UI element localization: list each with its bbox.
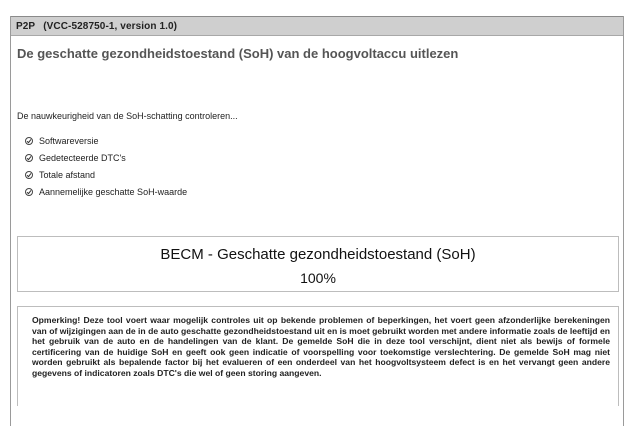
page-title: De geschatte gezondheidstoestand (SoH) van de hoogvoltaccu uitlezen <box>17 46 459 61</box>
app-name: P2P <box>16 20 36 32</box>
p2p-window <box>10 16 624 426</box>
check-item-label: Totale afstand <box>39 169 96 180</box>
check-circle-icon <box>25 137 33 145</box>
soh-result-title: BECM - Geschatte gezondheidstoestand (SoH) <box>160 246 476 263</box>
check-item-dtcs <box>25 149 623 166</box>
check-circle-icon <box>25 171 33 179</box>
remark-text: Deze tool voert waar mogelijk controles uit op bekende problemen of beperkingen, het voert geen afzonderlijke berekeningen van of wijzigingen aan de in de auto geschatte gezondheidstoestand uit en is moet gebruikt worden met andere informatie zoals de leeftijd en het gebruik van de auto en de handelingen van de klant. De gemelde SoH die in deze tool verschijnt, dient niet als bewijs of formele certificering van de huidige SoH en geeft ook geen indicatie of voorspelling voor toekomstige verslechtering. De gemelde SoH mag niet worden gebruikt als bepalende factor bij het evalueren of een onderdeel van het hoogvoltsysteem defect is en het vervangt geen andere gegevens of indicatoren zoals DTC's die wel of geen storing aangeven. <box>32 315 610 378</box>
check-item-label: Gedetecteerde DTC's <box>39 152 126 163</box>
check-item-label: Softwareversie <box>39 135 99 146</box>
soh-result-value: 100% <box>300 270 336 286</box>
remark-label: Opmerking! <box>32 315 84 325</box>
check-circle-icon <box>25 188 33 196</box>
check-list <box>25 132 623 200</box>
check-item-label: Aannemelijke geschatte SoH-waarde <box>39 186 188 197</box>
check-circle-icon <box>25 154 33 162</box>
check-item-softwareversie <box>25 132 623 149</box>
window-titlebar <box>11 16 623 36</box>
intro-text: De nauwkeurigheid van de SoH-schatting controleren... <box>17 111 238 121</box>
remark-panel <box>17 306 619 406</box>
soh-result-panel <box>17 236 619 292</box>
check-item-soh-waarde <box>25 183 623 200</box>
check-item-totale-afstand <box>25 166 623 183</box>
window-title: (VCC-528750-1, version 1.0) <box>43 20 178 32</box>
